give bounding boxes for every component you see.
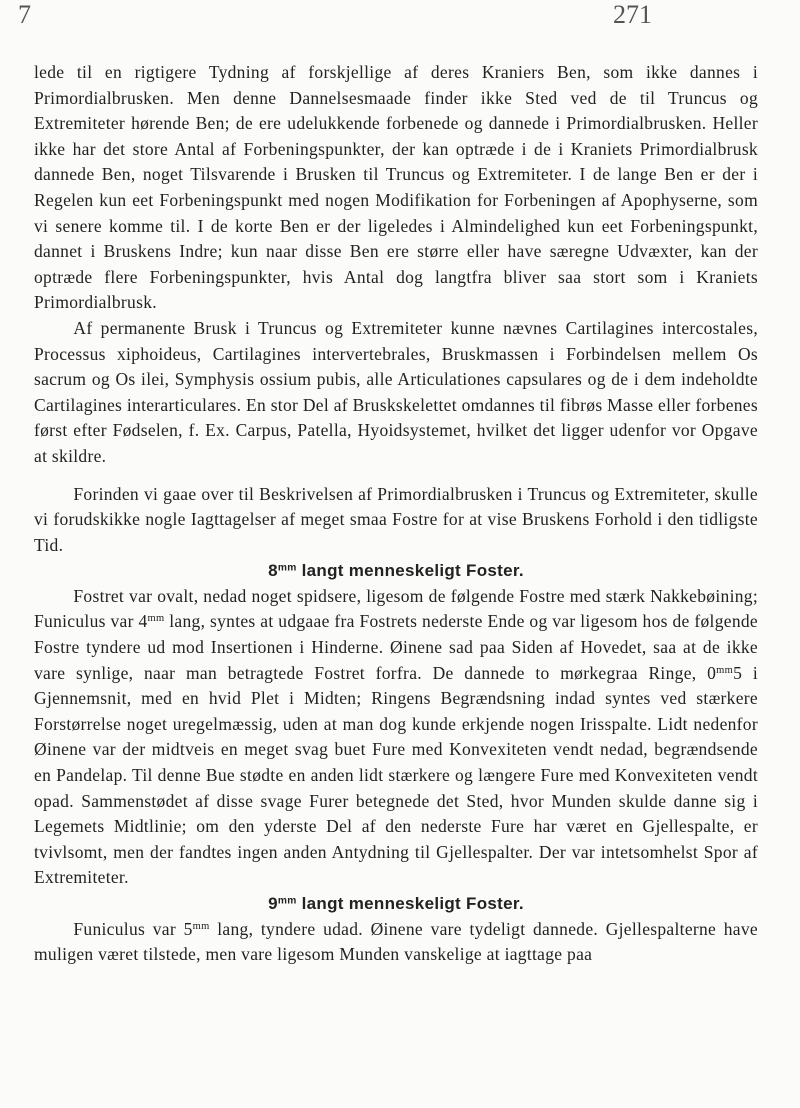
paragraph-introduction: Forinden vi gaae over til Beskrivelsen af Primordialbrusken i Truncus og Extremiteter, skulle vi forudskikke nogle Iagttagelser af meget smaa Fostre for at vise Bruskens Forhold i den tidligste Tid.: [34, 483, 758, 555]
text-run: 5 i Gjennemsnit, med en hvid Plet i Midten; Ringens Begrændsning indad syntes ved stærkere Forstørrelse noget uregelmæssig, uden at man dog kunde erkjende nogen Irisspalte. Lidt nedenfor Øinene var der midtveis en meget svag buet Fure med Konvexiteten vendt nedad, begrændsende en Pandelap. Til denne Bue stødte en anden lidt stærkere og længere Fure med Konvexiteten vendt opad. Sammenstødet af disse svage Furer betegnede det Sted, hvor Munden skulde danne sig i Legemets Midtlinie; om den yderste Del af den nederste Fure har været en Gjellespalte, er tvivlsomt, men der fandtes ingen anden Antydning til Gjellespalter. Der var intetsomhelst Spor af Extremiteter.: [34, 662, 758, 888]
corner-mark: 7: [18, 0, 31, 29]
paragraph-continuation: lede til en rigtigere Tydning af forskjellige af deres Kraniers Ben, som ikke dannes i Primordialbrusken. Men denne Dannelsesmaade finder ikke Sted ved de til Truncus og Extremiteter hørende Ben; de ere udelukkende forbenede og dannede i Primordialbrusken. Heller ikke har det store Antal af Forbeningspunkter, der kan optræde i de i Kraniets Primordialbrusk dannede Ben, noget Tilsvarende i Brusken til Truncus og Extremiteter. I de lange Ben er der i Regelen kun eet Forbeningspunkt med nogen Modifikation for Forbeningen af Apophyserne, som vi senere komme til. I de korte Ben er der ligeledes i Almindelighed kun eet Forbeningspunkt, dannet i Bruskens Indre; kun naar disse Ben ere større eller have særegne Udvæxter, kan der optræde flere Forbeningspunkter, hvis Antal dog langtfra bliver saa stort som i Kraniets Primordialbrusk.: [34, 62, 758, 313]
heading-unit: mm: [277, 895, 297, 907]
unit-mm: mm: [192, 920, 210, 932]
paragraph-8mm-foster: [34, 584, 758, 891]
text-run: Funiculus var 5: [73, 918, 193, 939]
text-run: lang, syntes at udgaae fra Fostrets nederste Ende og var ligesom hos de følgende Fostre tyndere ud mod Insertionen i Hinderne. Øinene sad paa Siden af Hovedet, saa at de ikke vare synlige, naar man betragtede Fostret forfra. De dannede to mørkegraa Ringe, 0: [34, 611, 758, 683]
heading-size: 8: [268, 561, 278, 581]
heading-title: langt menneskeligt Foster.: [296, 561, 524, 581]
section-heading-8mm: [34, 558, 758, 584]
page-number: 271: [613, 0, 652, 29]
body-text: [34, 60, 758, 968]
section-heading-9mm: [34, 891, 758, 917]
unit-mm: mm: [716, 664, 734, 676]
heading-title: langt menneskeligt Foster.: [296, 894, 524, 913]
heading-unit: mm: [277, 562, 297, 574]
paragraph-9mm-foster: [34, 917, 758, 968]
heading-size: 9: [268, 894, 278, 913]
text-run: lang, tyndere udad. Øinene vare tydeligt dannede. Gjellespalterne have muligen været tilstede, men vare ligesom Munden vanskelige at iagttage paa: [34, 918, 758, 965]
unit-mm: mm: [147, 613, 165, 625]
paragraph-permanent-cartilage: Af permanente Brusk i Truncus og Extremiteter kunne nævnes Cartilagines intercostales, Processus xiphoideus, Cartilagines intervertebrales, Bruskmassen i Forbindelsen mellem Os sacrum og Os ilei, Symphysis ossium pubis, alle Articulationes capsulares og de i dem indeholdte Cartilagines interarticulares. En stor Del af Bruskskelettet omdannes til fibrøs Masse eller forbenes først efter Fødselen, f. Ex. Carpus, Patella, Hyoidsystemet, hvilket det ligger udenfor vor Opgave at skildre.: [34, 317, 758, 466]
text-run: Fostret var ovalt, nedad noget spidsere, ligesom de følgende Fostre med stærk Nakkebøining; Funiculus var 4: [34, 585, 758, 632]
